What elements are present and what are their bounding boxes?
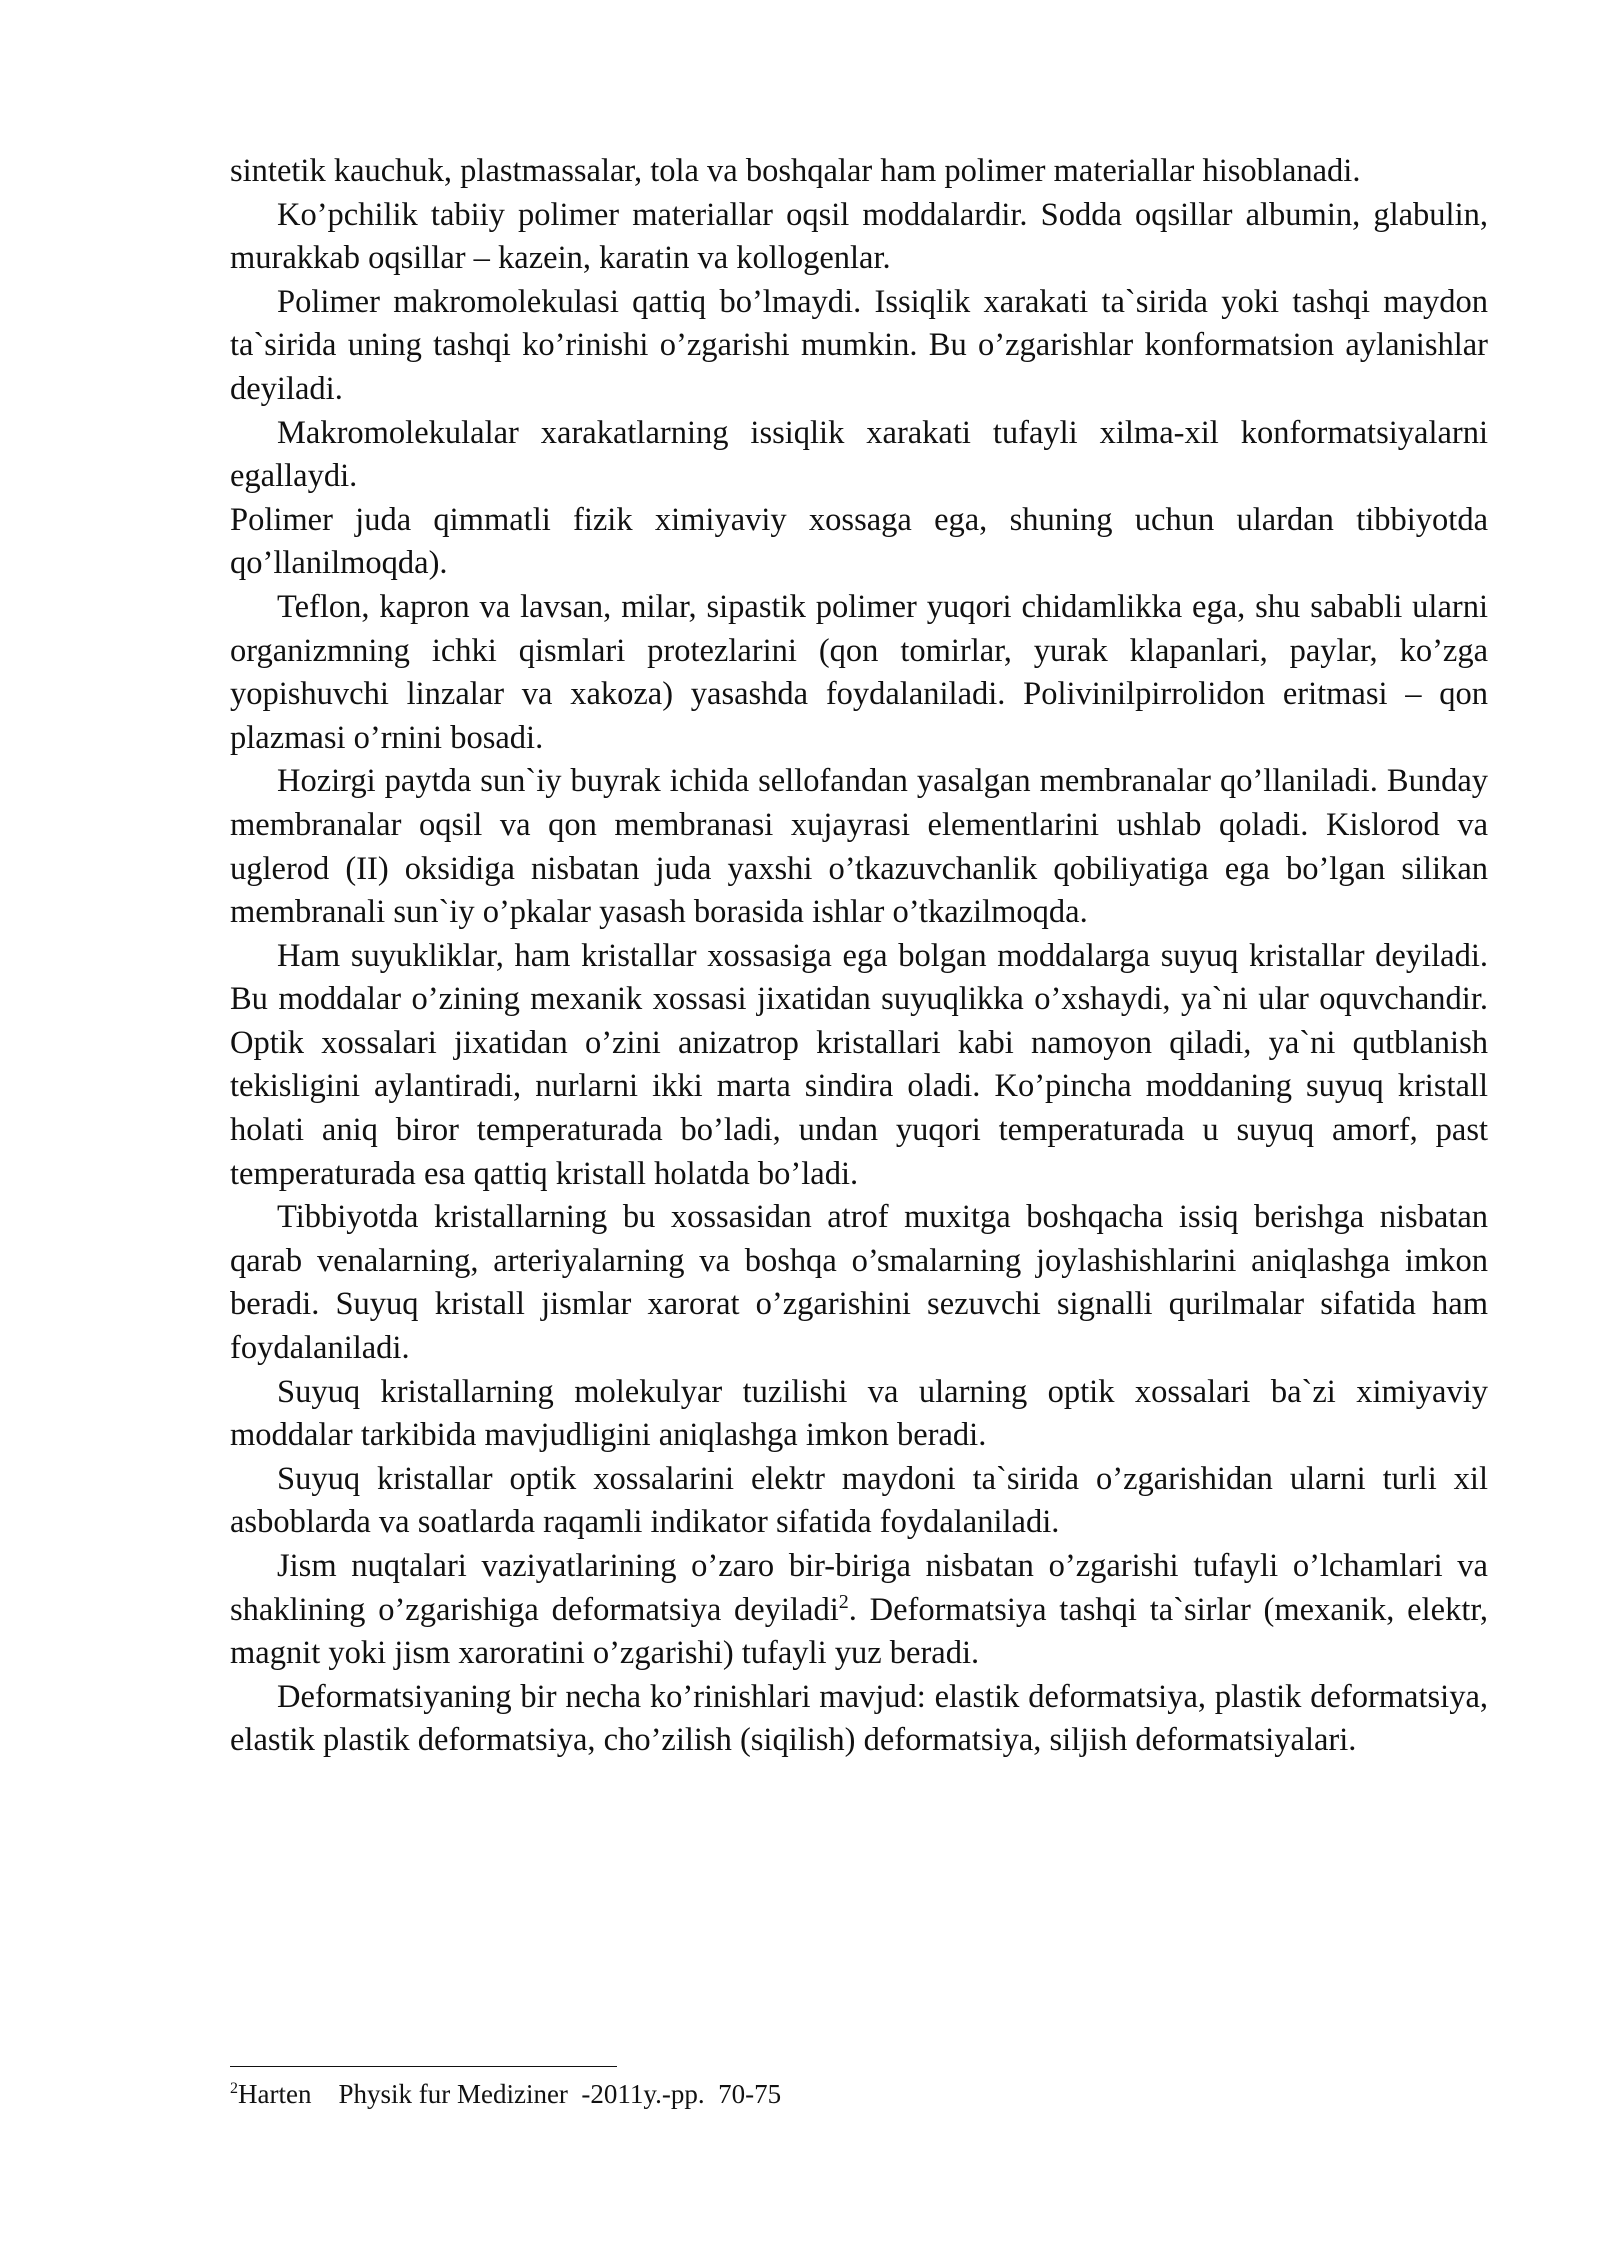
footnote xyxy=(230,2077,781,2111)
deformation-text-before: Jism nuqtalari vaziyatlarining o’zaro bir-biriga nisbatan o’zgarishi tufayli o’lchamlari va shaklining o’zgarishiga deformatsiya deyiladi xyxy=(230,1548,1488,1628)
paragraph-continuation: sintetik kauchuk, plastmassalar, tola va boshqalar ham polimer materiallar hisoblanadi. xyxy=(230,153,1361,189)
paragraph-deformation-types: Deformatsiyaning bir necha ko’rinishlari mavjud: elastik deformatsiya, plastik deformatsiya, elastik plastik deformatsiya, cho’zilish (siqilish) deformatsiya, siljish deformatsiyalari. xyxy=(230,1678,1488,1759)
paragraph-conformations: Makromolekulalar xarakatlarning issiqlik xarakati tufayli xilma-xil konformatsiyalarni egallaydi. xyxy=(230,414,1488,495)
footnote-text: Harten Physik fur Mediziner -2011y.-pp. 70-75 xyxy=(238,2079,782,2109)
paragraph-deformation-definition xyxy=(230,1545,1488,1676)
body-text xyxy=(230,150,1488,1763)
deformation-text-after: . Deformatsiya tashqi ta`sirlar (mexanik, elektr, magnit yoki jism xaroratini o’zgarishi) tufayli yuz beradi. xyxy=(230,1591,1488,1672)
footnote-reference[interactable]: 2 xyxy=(838,1590,849,1613)
paragraph-polymer-value: Polimer juda qimmatli fizik ximiyaviy xossaga ega, shuning uchun ulardan tibbiyotda qo’llanilmoqda). xyxy=(230,501,1488,582)
footnote-number: 2 xyxy=(230,2080,238,2097)
paragraph-molecular-structure: Suyuq kristallarning molekulyar tuzilishi va ularning optik xossalari ba`zi ximiyaviy moddalar tarkibida mavjudligini aniqlashga imkon beradi. xyxy=(230,1373,1488,1454)
paragraph-liquid-crystals: Ham suyukliklar, ham kristallar xossasiga ega bolgan moddalarga suyuq kristallar deyiladi. Bu moddalar o’zining mexanik xossasi jixatidan suyuqlikka o’xshaydi, ya`ni ular oquvchandir. Optik xossalari jixatidan o’zini anizatrop kristallari kabi namoyon qiladi, ya`ni qutblanish tekisligini aylantiradi, nurlarni ikki marta sindira oladi. Ko’pincha moddaning suyuq kristall holati aniq biror temperaturada bo’ladi, undan yuqori temperaturada u suyuq amorf, past temperaturada esa qattiq kristall holatda bo’ladi. xyxy=(230,937,1488,1192)
paragraph-medicine-crystals: Tibbiyotda kristallarning bu xossasidan atrof muxitga boshqacha issiq berishga nisbatan qarab venalarning, arteriyalarning va boshqa o’smalarning joylashishlarini aniqlashga imkon beradi. Suyuq kristall jismlar xarorat o’zgarishini sezuvchi signalli qurilmalar sifatida ham foydalaniladi. xyxy=(230,1199,1488,1367)
paragraph-optical-properties: Suyuq kristallar optik xossalarini elektr maydoni ta`sirida o’zgarishidan ularni turli xil asboblarda va soatlarda raqamli indikator sifatida foydalaniladi. xyxy=(230,1460,1488,1541)
paragraph-macromolecule: Polimer makromolekulasi qattiq bo’lmaydi. Issiqlik xarakati ta`sirida yoki tashqi maydon ta`sirida uning tashqi ko’rinishi o’zgarishi mumkin. Bu o’zgarishlar konformatsion aylanishlar deyiladi. xyxy=(230,283,1488,407)
paragraph-teflon: Teflon, kapron va lavsan, milar, sipastik polimer yuqori chidamlikka ega, shu sababli ularni organizmning ichki qismlari protezlarini (qon tomirlar, yurak klapanlari, paylar, ko’zga yopishuvchi linzalar va xakoza) yasashda foydalaniladi. Polivinilpirrolidon eritmasi – qon plazmasi o’rnini bosadi. xyxy=(230,588,1488,756)
paragraph-natural-polymers: Ko’pchilik tabiiy polimer materiallar oqsil moddalardir. Sodda oqsillar albumin, glabulin, murakkab oqsillar – kazein, karatin va kollogenlar. xyxy=(230,196,1488,277)
footnote-separator xyxy=(230,2066,617,2067)
paragraph-artificial-kidney: Hozirgi paytda sun`iy buyrak ichida sellofandan yasalgan membranalar qo’llaniladi. Bunday membranalar oqsil va qon membranasi xujayrasi elementlarini ushlab qoladi. Kislorod va uglerod (II) oksidiga nisbatan juda yaxshi o’tkazuvchanlik qobiliyatiga ega bo’lgan silikan membranali sun`iy o’pkalar yasash borasida ishlar o’tkazilmoqda. xyxy=(230,763,1488,931)
